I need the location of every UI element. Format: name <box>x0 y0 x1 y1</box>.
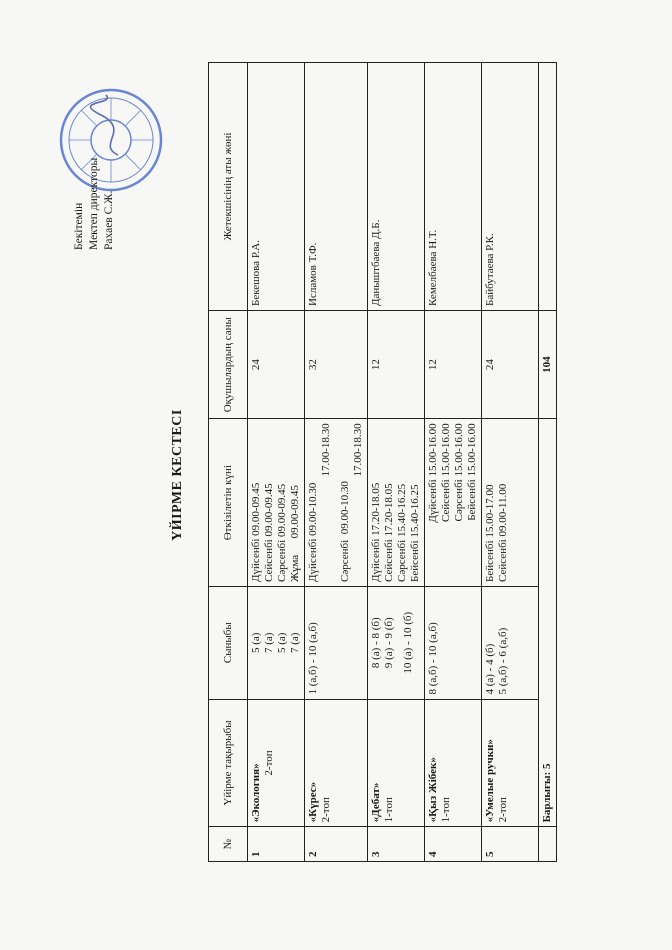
club-cell <box>482 699 539 827</box>
total-empty-cell <box>539 827 557 862</box>
grade-cell <box>305 586 368 699</box>
header-grade: Сыныбы <box>209 586 248 699</box>
grade-cell <box>482 586 539 699</box>
table-row <box>425 63 482 862</box>
days-cell <box>305 419 368 587</box>
day-line: Сәрсенбі 09.00-10.30 <box>339 481 351 582</box>
approval-line-position: Мектеп директоры <box>88 157 100 250</box>
grade-line: 8 (а) - 8 (б) <box>370 617 382 669</box>
club-cell <box>305 699 368 827</box>
club-name: «Экология» <box>250 763 262 823</box>
student-count: 24 <box>482 310 539 418</box>
club-name: «Қыз Жібек» <box>427 757 439 823</box>
day-line: Жұма 09.00-09.45 <box>289 485 301 582</box>
club-cell <box>425 699 482 827</box>
row-number: 5 <box>482 827 539 862</box>
student-count: 12 <box>368 310 425 418</box>
table-row <box>305 63 368 862</box>
grade-line: 5 (а) <box>250 632 262 653</box>
day-line: 17.00-18.30 <box>352 423 364 477</box>
grade-line: 8 (а,б) - 10 (а,б) <box>427 622 439 695</box>
club-cell <box>248 699 305 827</box>
grade-line: 10 (а) - 10 (б) <box>402 611 414 674</box>
teacher-name: Даныштбаева Д.Б. <box>368 63 425 311</box>
grade-line: 4 (а) - 4 (б) <box>484 643 496 695</box>
approval-line-name: Рахаев С.Ж. <box>103 190 115 250</box>
row-number: 4 <box>425 827 482 862</box>
days-cell <box>425 419 482 587</box>
table-row <box>368 63 425 862</box>
header-number: № <box>209 827 248 862</box>
total-row <box>539 63 557 862</box>
student-count: 12 <box>425 310 482 418</box>
day-line: Сейсенбі 17.20-18.05 <box>383 483 395 582</box>
club-group: 2-топ <box>263 750 275 776</box>
day-line: Сейсенбі 09.00-09.45 <box>263 483 275 582</box>
club-schedule-table <box>208 62 557 862</box>
header-student-count: Оқушылардың саны <box>209 310 248 418</box>
grade-line: 5 (а) <box>276 632 288 653</box>
total-label: Барлығы: 5 <box>539 419 557 827</box>
approval-block <box>72 158 117 250</box>
teacher-name: Бекешова Р.А. <box>248 63 305 311</box>
total-empty-cell <box>539 63 557 311</box>
grade-line: 9 (а) - 9 (б) <box>383 617 395 669</box>
grade-line: 7 (а) <box>263 632 275 653</box>
day-line: Сәрсенбі 09.00-09.45 <box>276 483 288 582</box>
club-group: 2-топ <box>497 797 509 823</box>
days-cell <box>368 419 425 587</box>
teacher-name: Байбутаева Р.К. <box>482 63 539 311</box>
day-line: Бейсенбі 15.40-16.25 <box>409 484 421 582</box>
day-line: Дүйсенбі 17.20-18.05 <box>370 482 382 582</box>
document-title: ҮЙІРМЕ КЕСТЕСІ <box>170 409 185 541</box>
club-group: 2-топ <box>320 797 332 823</box>
day-line: Сәрсенбі 15.40-16.25 <box>396 483 408 582</box>
club-group: 1-топ <box>383 797 395 823</box>
grade-cell <box>425 586 482 699</box>
day-line: Дүйсенбі 09.00-09.45 <box>250 482 262 582</box>
row-number: 1 <box>248 827 305 862</box>
days-cell <box>482 419 539 587</box>
teacher-name: Исламов Т.Ф. <box>305 63 368 311</box>
table-header-row <box>209 63 248 862</box>
club-name: «Күрес» <box>307 781 319 823</box>
grade-line: 1 (а,б) - 10 (а,б) <box>307 622 319 695</box>
row-number: 3 <box>368 827 425 862</box>
day-line: Сейсенбі 15.00-16.00 <box>440 423 452 522</box>
day-line: Бейсенбі 15.00-17.00 <box>484 484 496 582</box>
day-line: Дүйсенбі 09.00-10.30 <box>307 482 319 582</box>
header-teacher: Жетекшісінің аты жөні <box>209 63 248 311</box>
grade-line: 5 (а,б) - 6 (а,б) <box>497 627 509 695</box>
header-days: Өткізілетін күні <box>209 419 248 587</box>
club-name: «Дебат» <box>370 782 382 823</box>
day-line: Бейсенбі 15.00-16.00 <box>466 423 478 521</box>
grade-line: 7 (а) <box>289 632 301 653</box>
day-line: Сейсенбі 09.00-11.00 <box>497 483 509 582</box>
club-group: 1-топ <box>440 797 452 823</box>
student-count: 24 <box>248 310 305 418</box>
table-row <box>248 63 305 862</box>
days-cell <box>248 419 305 587</box>
approval-line-approve: Бекітемін <box>73 202 85 250</box>
day-line: Дүйсенбі 15.00-16.00 <box>427 423 439 523</box>
total-value: 104 <box>539 310 557 418</box>
teacher-name: Кемелбаева Н.Т. <box>425 63 482 311</box>
grade-cell <box>368 586 425 699</box>
day-line: 17.00-18.30 <box>320 423 332 477</box>
header-club-topic: Үйірме тақырыбы <box>209 699 248 827</box>
student-count: 32 <box>305 310 368 418</box>
table-row <box>482 63 539 862</box>
club-cell <box>368 699 425 827</box>
day-line: Сәрсенбі 15.00-16.00 <box>453 423 465 522</box>
club-name: «Умелые ручки» <box>484 739 496 823</box>
row-number: 2 <box>305 827 368 862</box>
grade-cell <box>248 586 305 699</box>
